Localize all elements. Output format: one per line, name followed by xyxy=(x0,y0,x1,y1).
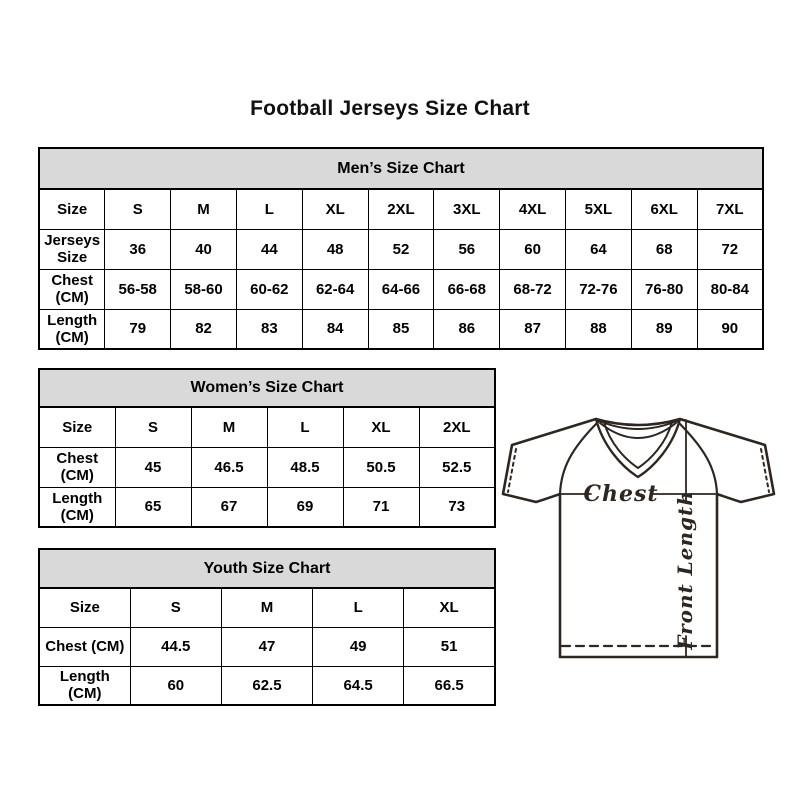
table-row xyxy=(39,309,763,349)
cell-value: 44 xyxy=(236,229,302,269)
cell-value: 2XL xyxy=(368,189,434,229)
cell-value: 66.5 xyxy=(404,666,495,705)
cell-value: 50.5 xyxy=(343,447,419,487)
cell-value: 90 xyxy=(697,309,763,349)
cell-value: 73 xyxy=(419,487,495,527)
cell-value: 60 xyxy=(500,229,566,269)
cell-value: 56 xyxy=(434,229,500,269)
table-title: Men’s Size Chart xyxy=(39,148,763,189)
cell-value: 76-80 xyxy=(631,269,697,309)
cell-value: 64 xyxy=(566,229,632,269)
cell-value: L xyxy=(313,588,404,627)
cell-value: 87 xyxy=(500,309,566,349)
row-label: Length (CM) xyxy=(39,487,115,527)
cell-value: 6XL xyxy=(631,189,697,229)
table-row xyxy=(39,666,495,705)
chest-label: Chest xyxy=(583,481,659,507)
row-label: Size xyxy=(39,407,115,447)
table-title: Youth Size Chart xyxy=(39,549,495,588)
table-row xyxy=(39,588,495,627)
table-row xyxy=(39,189,763,229)
cell-value: L xyxy=(236,189,302,229)
cell-value: 47 xyxy=(221,627,312,666)
cell-value: 72 xyxy=(697,229,763,269)
cell-value: 4XL xyxy=(500,189,566,229)
table-title: Women’s Size Chart xyxy=(39,369,495,407)
table-title-row xyxy=(39,549,495,588)
cell-value: L xyxy=(267,407,343,447)
cell-value: 51 xyxy=(404,627,495,666)
table-title-row xyxy=(39,369,495,407)
cell-value: 56-58 xyxy=(105,269,171,309)
cell-value: 45 xyxy=(115,447,191,487)
cell-value: 7XL xyxy=(697,189,763,229)
cell-value: 64.5 xyxy=(313,666,404,705)
cell-value: 64-66 xyxy=(368,269,434,309)
jersey-icon xyxy=(500,398,780,678)
cell-value: 48.5 xyxy=(267,447,343,487)
cell-value: 80-84 xyxy=(697,269,763,309)
cell-value: 58-60 xyxy=(171,269,237,309)
cell-value: 84 xyxy=(302,309,368,349)
row-label: Length (CM) xyxy=(39,309,105,349)
cell-value: 65 xyxy=(115,487,191,527)
cell-value: 49 xyxy=(313,627,404,666)
row-label: Size xyxy=(39,189,105,229)
row-label: Chest (CM) xyxy=(39,447,115,487)
front-length-label: Front Length xyxy=(673,490,697,650)
cell-value: 72-76 xyxy=(566,269,632,309)
cell-value: 79 xyxy=(105,309,171,349)
womens-size-table xyxy=(38,368,496,528)
jersey-measurement-diagram xyxy=(500,398,780,678)
page-title: Football Jerseys Size Chart xyxy=(250,97,530,120)
cell-value: 68-72 xyxy=(500,269,566,309)
cell-value: 60-62 xyxy=(236,269,302,309)
cell-value: 71 xyxy=(343,487,419,527)
table-row xyxy=(39,447,495,487)
cell-value: 82 xyxy=(171,309,237,349)
cell-value: 88 xyxy=(566,309,632,349)
cell-value: 85 xyxy=(368,309,434,349)
mens-size-table xyxy=(38,147,764,350)
cell-value: XL xyxy=(302,189,368,229)
cell-value: 46.5 xyxy=(191,447,267,487)
cell-value: 48 xyxy=(302,229,368,269)
row-label: Chest (CM) xyxy=(39,627,130,666)
row-label: Length (CM) xyxy=(39,666,130,705)
cell-value: S xyxy=(105,189,171,229)
cell-value: 36 xyxy=(105,229,171,269)
cell-value: 3XL xyxy=(434,189,500,229)
table-row xyxy=(39,627,495,666)
cell-value: 66-68 xyxy=(434,269,500,309)
cell-value: S xyxy=(130,588,221,627)
cell-value: 67 xyxy=(191,487,267,527)
row-label: Chest (CM) xyxy=(39,269,105,309)
cell-value: 2XL xyxy=(419,407,495,447)
cell-value: M xyxy=(171,189,237,229)
cell-value: 40 xyxy=(171,229,237,269)
table-row xyxy=(39,269,763,309)
cell-value: XL xyxy=(404,588,495,627)
cell-value: XL xyxy=(343,407,419,447)
cell-value: S xyxy=(115,407,191,447)
cell-value: 62-64 xyxy=(302,269,368,309)
cell-value: 5XL xyxy=(566,189,632,229)
cell-value: 89 xyxy=(631,309,697,349)
cell-value: 60 xyxy=(130,666,221,705)
cell-value: 52 xyxy=(368,229,434,269)
cell-value: 52.5 xyxy=(419,447,495,487)
table-row xyxy=(39,487,495,527)
cell-value: 68 xyxy=(631,229,697,269)
cell-value: 62.5 xyxy=(221,666,312,705)
row-label: Jerseys Size xyxy=(39,229,105,269)
cell-value: M xyxy=(221,588,312,627)
youth-size-table xyxy=(38,548,496,706)
cell-value: 69 xyxy=(267,487,343,527)
cell-value: 86 xyxy=(434,309,500,349)
jersey-outline xyxy=(503,419,774,657)
table-row xyxy=(39,407,495,447)
row-label: Size xyxy=(39,588,130,627)
cell-value: M xyxy=(191,407,267,447)
cell-value: 44.5 xyxy=(130,627,221,666)
table-title-row xyxy=(39,148,763,189)
table-row xyxy=(39,229,763,269)
cell-value: 83 xyxy=(236,309,302,349)
